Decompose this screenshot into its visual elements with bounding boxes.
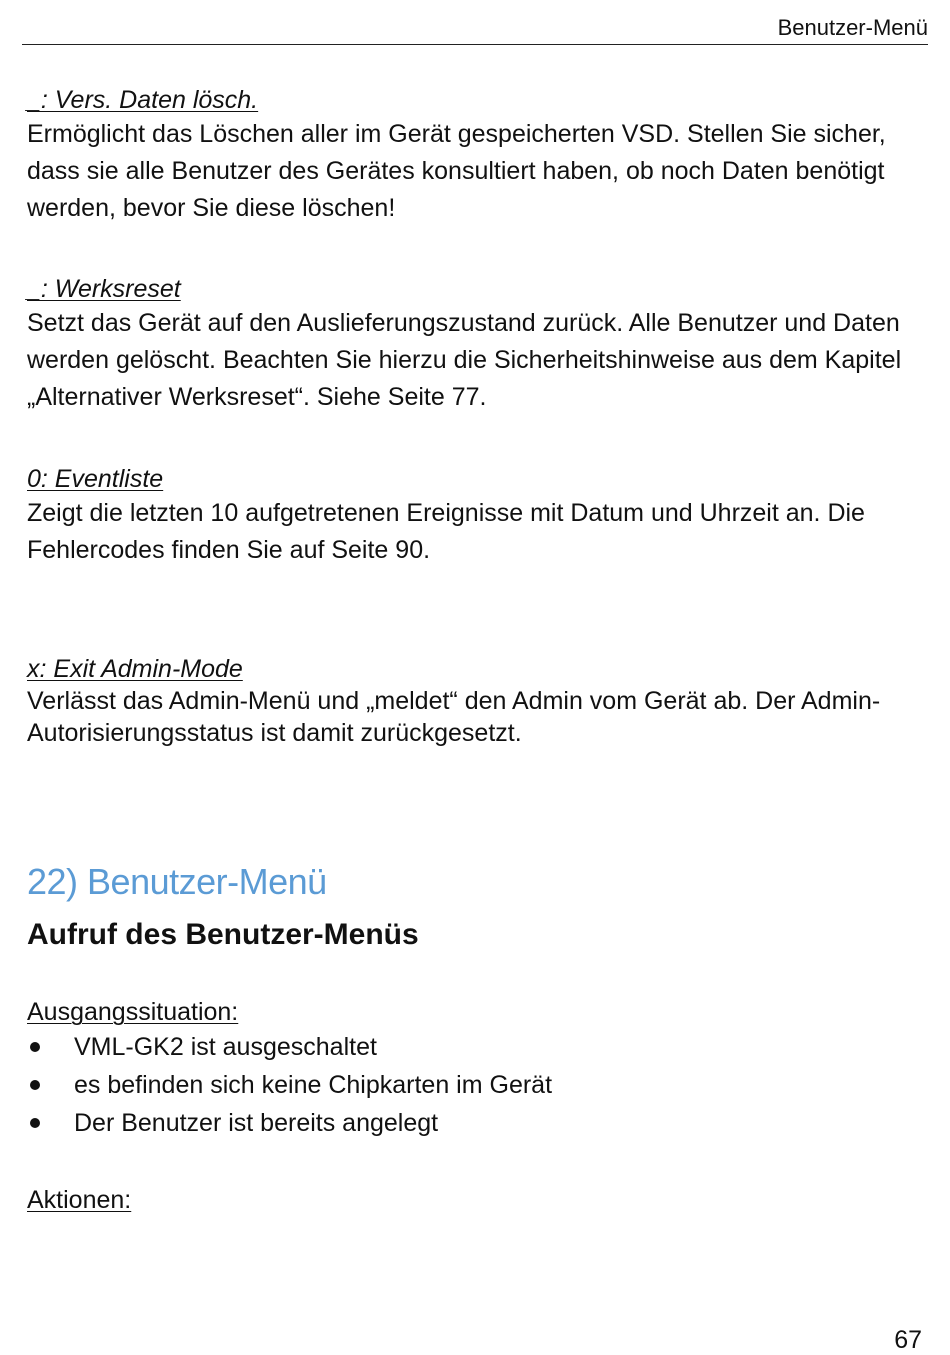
menu-item-factory-reset	[27, 273, 917, 416]
list-item	[27, 1028, 917, 1066]
chapter-title: 22) Benutzer-Menü	[27, 861, 327, 902]
running-header	[22, 14, 928, 45]
bullet-icon	[30, 1118, 40, 1128]
menu-item-description: Ermöglicht das Löschen aller im Gerät gespeicherten VSD. Stellen Sie sicher, dass sie alle Benutzer des Gerätes konsultiert haben, ob noch Daten benötigt werden, bevor Sie diese löschen!	[27, 120, 886, 222]
list-item	[27, 1104, 917, 1142]
actions	[27, 1184, 917, 1216]
menu-item-delete-data	[27, 84, 917, 227]
running-header-title: Benutzer-Menü	[777, 15, 928, 40]
actions-label: Aktionen:	[27, 1186, 132, 1214]
menu-item-heading: _: Vers. Daten lösch.	[27, 86, 259, 114]
menu-item-description: Setzt das Gerät auf den Auslieferungszustand zurück. Alle Benutzer und Daten werden gelöscht. Beachten Sie hierzu die Sicherheitshinweise aus dem Kapitel „Alternativer Werksreset“. Siehe Seite 77.	[27, 309, 902, 411]
menu-item-event-list	[27, 463, 917, 569]
section-subtitle: Aufruf des Benutzer-Menüs	[27, 918, 419, 951]
initial-situation	[27, 996, 917, 1142]
list-item-text: VML-GK2 ist ausgeschaltet	[74, 1033, 377, 1061]
menu-item-description: Verlässt das Admin-Menü und „meldet“ den Admin vom Gerät ab. Der Admin-Autorisierungsstatus ist damit zurückgesetzt.	[27, 687, 881, 747]
initial-situation-label: Ausgangssituation:	[27, 998, 239, 1026]
bullet-icon	[30, 1042, 40, 1052]
menu-item-heading: _: Werksreset	[27, 275, 181, 303]
list-item-text: Der Benutzer ist bereits angelegt	[74, 1109, 439, 1137]
list-item	[27, 1066, 917, 1104]
bullet-icon	[30, 1080, 40, 1090]
menu-item-heading: x: Exit Admin-Mode	[27, 655, 243, 683]
page-number: 67	[894, 1326, 922, 1354]
menu-item-exit-admin	[27, 653, 917, 749]
initial-situation-list	[27, 1028, 917, 1142]
menu-item-heading: 0: Eventliste	[27, 465, 164, 493]
menu-item-description: Zeigt die letzten 10 aufgetretenen Ereignisse mit Datum und Uhrzeit an. Die Fehlercodes finden Sie auf Seite 90.	[27, 499, 865, 564]
list-item-text: es befinden sich keine Chipkarten im Gerät	[74, 1071, 553, 1099]
